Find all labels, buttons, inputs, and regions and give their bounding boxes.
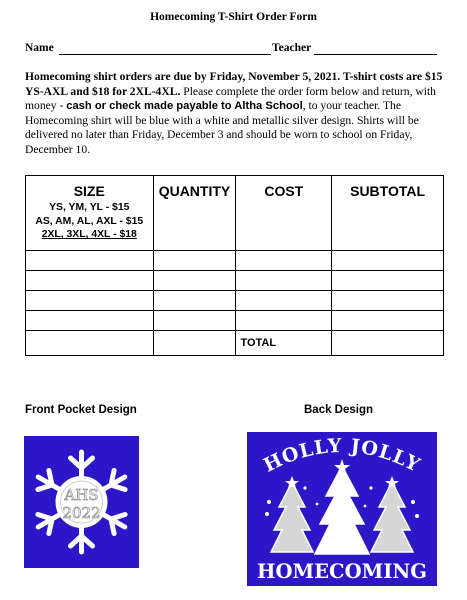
subtotal-cell[interactable] [332, 271, 444, 291]
quantity-header-cell [153, 176, 236, 251]
size-price-plus: 2XL, 3XL, 4XL - $18 [41, 229, 137, 241]
left-tree-icon [271, 476, 313, 552]
subtotal-header-cell [332, 176, 444, 251]
table-row [26, 291, 444, 311]
front-pocket-design [24, 436, 139, 568]
intro-paragraph [25, 70, 443, 158]
quantity-cell[interactable] [153, 311, 236, 331]
front-year-text: 2022 [62, 504, 101, 522]
subtotal-cell[interactable] [332, 291, 444, 311]
size-price-list [26, 201, 153, 242]
back-design-caption: Back Design [304, 404, 374, 416]
size-cell[interactable] [26, 251, 154, 271]
quantity-cell[interactable] [153, 251, 236, 271]
cost-header-cell [236, 176, 332, 251]
size-cell[interactable] [26, 311, 154, 331]
size-cell[interactable] [26, 291, 154, 311]
cost-cell[interactable] [236, 291, 332, 311]
intro-payment: cash or check made payable to Altha School [66, 100, 303, 113]
table-row [26, 251, 444, 271]
name-label: Name [25, 42, 54, 54]
quantity-header: QUANTITY [158, 183, 231, 199]
size-price-adult: AS, AM, AL, AXL - $15 [35, 215, 144, 227]
cost-header: COST [264, 183, 304, 199]
name-teacher-row [25, 42, 437, 57]
table-row [26, 311, 444, 331]
size-header: SIZE [73, 183, 105, 199]
intro-instructions: Please complete the order form below and return, with money - [25, 84, 436, 113]
total-amount-cell[interactable] [332, 331, 444, 356]
center-tree-icon [315, 459, 369, 554]
back-design [247, 432, 437, 586]
homecoming-text: HOMECOMING [257, 559, 427, 583]
front-design-caption: Front Pocket Design [25, 404, 137, 416]
subtotal-cell[interactable] [332, 251, 444, 271]
subtotal-cell[interactable] [332, 311, 444, 331]
size-header-cell [26, 176, 154, 251]
size-price-youth: YS, YM, YL - $15 [49, 202, 130, 213]
teacher-label: Teacher [272, 42, 312, 54]
total-label: TOTAL [236, 331, 332, 356]
order-table [25, 175, 444, 356]
total-row [26, 331, 444, 356]
teacher-line[interactable] [314, 54, 437, 55]
front-ahs-text: AHS [64, 486, 99, 504]
cost-cell[interactable] [236, 311, 332, 331]
cost-cell[interactable] [236, 271, 332, 291]
size-cell[interactable] [26, 331, 154, 356]
right-tree-icon [371, 476, 413, 552]
intro-details: , to your teacher. The Homecoming shirt will be blue with a white and metallic silver design. Shirts will be delivered no later than Friday, December 3 and should be worn to school on Friday, December 10. [25, 99, 419, 156]
size-cell[interactable] [26, 271, 154, 291]
quantity-cell[interactable] [153, 291, 236, 311]
name-line[interactable] [59, 54, 271, 55]
back-design-graphic [247, 432, 437, 586]
quantity-cell[interactable] [153, 271, 236, 291]
cost-cell[interactable] [236, 251, 332, 271]
table-row [26, 271, 444, 291]
snowflake-graphic [24, 436, 139, 568]
intro-deadline: Homecoming shirt orders are due by Friday, November 5, 2021. T-shirt costs are $15 YS-AXL and $18 for 2XL-4XL. [25, 70, 443, 98]
quantity-cell[interactable] [153, 331, 236, 356]
holly-jolly-text: HOLLY JOLLY [260, 434, 424, 477]
subtotal-header: SUBTOTAL [350, 183, 426, 199]
form-title: Homecoming T-Shirt Order Form [150, 11, 317, 23]
